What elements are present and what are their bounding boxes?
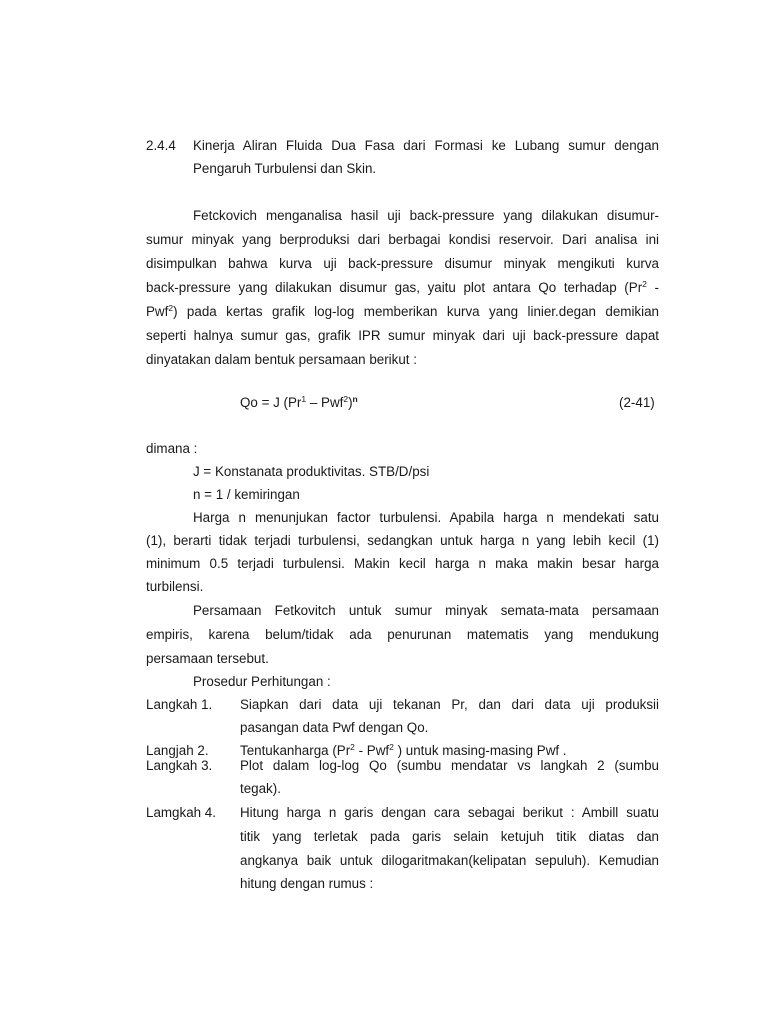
where-label: dimana : xyxy=(146,441,198,456)
step-text: Tentukanharga (Pr$^2$ - Pwf$^2$ ) untuk masing-masing Pwf . xyxy=(240,742,567,758)
procedure-title: Prosedur Perhitungan : xyxy=(193,674,331,689)
paragraph-1-line: seperti halnya sumur gas, grafik IPR sumur minyak dari uji back-pressure dapat xyxy=(146,328,659,343)
step-text: tegak). xyxy=(240,781,281,796)
section-title-line-1: Kinerja Aliran Fluida Dua Fasa dari Formasi ke Lubang sumur dengan xyxy=(193,138,659,153)
step-text: hitung dengan rumus : xyxy=(240,876,374,891)
paragraph-2-line: minimum 0.5 terjadi turbulensi. Makin kecil harga n maka makin besar harga xyxy=(146,556,659,571)
paragraph-1-line: dinyatakan dalam bentuk persamaan berikut : xyxy=(146,352,417,367)
step-label: Langjah 2. xyxy=(146,743,209,758)
paragraph-1-line: back-pressure yang dilakukan disumur gas, yaitu plot antara Qo terhadap (Pr$^2$ - xyxy=(146,279,660,295)
paragraph-1-line: sumur minyak yang berproduksi dari berbagai kondisi reservoir. Dari analisa ini xyxy=(146,232,659,247)
paragraph-2-line: (1), berarti tidak terjadi turbulensi, sedangkan untuk harga n yang lebih kecil (1) xyxy=(146,533,659,548)
paragraph-3-line: persamaan tersebut. xyxy=(146,651,269,666)
step-text: titik yang terletak pada garis selain ketujuh titik diatas dan xyxy=(240,829,659,844)
equation-number: (2-41) xyxy=(619,395,655,410)
paragraph-3-line: Persamaan Fetkovitch untuk sumur minyak semata-mata persamaan xyxy=(193,603,659,618)
paragraph-2-line: turbilensi. xyxy=(146,579,204,594)
step-label: Langkah 3. xyxy=(146,758,213,773)
definition-n: n = 1 / kemiringan xyxy=(193,487,300,502)
step-label: Langkah 1. xyxy=(146,697,213,712)
step-text: Siapkan dari data uji tekanan Pr, dan dari data uji produksii xyxy=(240,697,659,712)
paragraph-1-line: disimpulkan bahwa kurva uji back-pressure disumur minyak mengikuti kurva xyxy=(146,256,659,271)
section-title-line-2: Pengaruh Turbulensi dan Skin. xyxy=(193,161,377,176)
step-text: Plot dalam log-log Qo (sumbu mendatar vs langkah 2 (sumbu xyxy=(240,758,659,773)
step-text: Hitung harga n garis dengan cara sebagai berikut : Ambill suatu xyxy=(240,805,659,820)
step-label: Lamgkah 4. xyxy=(146,805,216,820)
equation-2-41: Qo = J (Pr$^1$ – Pwf$^2$)$^n$ xyxy=(240,394,358,410)
step-text: angkanya baik untuk dilogaritmakan(kelipatan sepuluh). Kemudian xyxy=(240,853,659,868)
paragraph-2-line: Harga n menunjukan factor turbulensi. Apabila harga n mendekati satu xyxy=(193,510,659,525)
section-number: 2.4.4 xyxy=(146,138,176,153)
paragraph-3-line: empiris, karena belum/tidak ada penurunan matematis yang mendukung xyxy=(146,627,659,642)
step-text: pasangan data Pwf dengan Qo. xyxy=(240,720,429,735)
paragraph-1-line: Pwf$^2$) pada kertas grafik log-log memberikan kurva yang linier.degan demikian xyxy=(146,303,659,319)
paragraph-1-line: Fetckovich menganalisa hasil uji back-pressure yang dilakukan disumur- xyxy=(193,208,659,223)
definition-j: J = Konstanata produktivitas. STB/D/psi xyxy=(193,464,430,479)
